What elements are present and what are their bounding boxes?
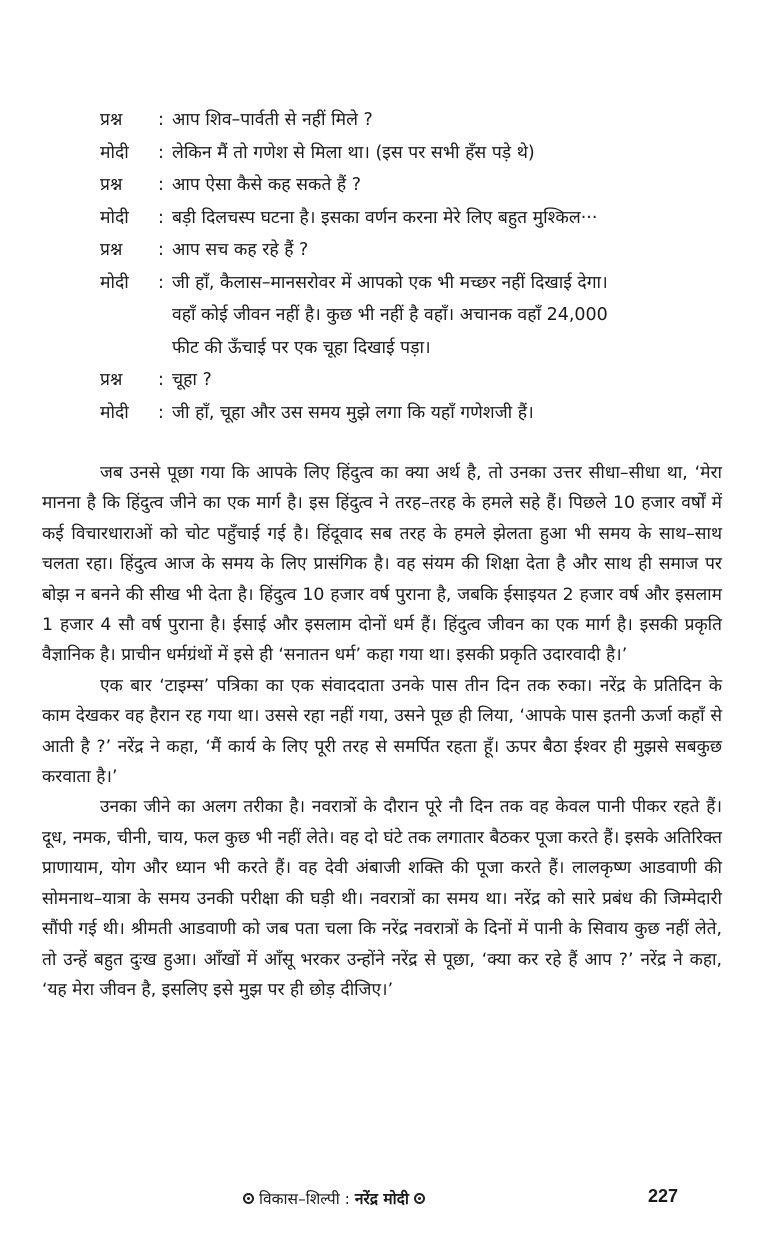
dialog-text-line: वहाँ कोई जीवन नहीं है। कुछ भी नहीं है वहाँ। अचानक वहाँ 24,000 bbox=[172, 305, 608, 325]
dialog-text-line: चूहा ? bbox=[172, 370, 212, 390]
dialog-text bbox=[172, 397, 720, 430]
dialog-line bbox=[100, 104, 720, 137]
speaker-separator: : bbox=[158, 175, 164, 195]
dialog-text-line: आप सच कह रहे हैं ? bbox=[172, 240, 309, 260]
speaker-separator: : bbox=[158, 240, 164, 260]
dialog-text bbox=[172, 169, 720, 202]
dialog-line bbox=[100, 397, 720, 430]
speaker-label: मोदी bbox=[100, 142, 129, 163]
dialog-text-line: आप शिव–पार्वती से नहीं मिले ? bbox=[172, 110, 373, 130]
dialog-text-line: जी हाँ, कैलास–मानसरोवर में आपको एक भी मच्छर नहीं दिखाई देगा। bbox=[172, 272, 608, 293]
dialog-line bbox=[100, 267, 720, 365]
speaker-separator: : bbox=[158, 402, 164, 423]
book-title-name: नरेंद्र मोदी bbox=[354, 1190, 409, 1208]
speaker-separator: : bbox=[158, 272, 164, 293]
dialog-text-line: फीट की ऊँचाई पर एक चूहा दिखाई पड़ा। bbox=[172, 337, 431, 358]
dialog-text bbox=[172, 364, 720, 397]
dialog-text bbox=[172, 104, 720, 137]
paragraph: एक बार ‘टाइम्स’ पत्रिका का एक संवाददाता उनके पास तीन दिन तक रुका। नरेंद्र के प्रतिदिन के काम देखकर वह हैरान रह गया था। उससे रहा नहीं गया, उसने पूछ ही लिया, ‘आपके पास इतनी ऊर्जा कहाँ से आती है ?’ नरेंद्र ने कहा, ‘मैं कार्य के लिए पूरी तरह से समर्पित रहता हूँ। ऊपर बैठा ईश्वर ही मुझसे सबकुछ करवाता है।’ bbox=[42, 675, 722, 788]
dialog-text-line: बड़ी दिलचस्प घटना है। इसका वर्णन करना मेरे लिए बहुत मुश्किल··· bbox=[172, 207, 598, 228]
dialog-text bbox=[172, 234, 720, 267]
dialog-line bbox=[100, 169, 720, 202]
running-footer-title bbox=[243, 1187, 425, 1209]
speaker-label: मोदी bbox=[100, 402, 129, 423]
speaker-separator: : bbox=[158, 370, 164, 390]
speaker-label: मोदी bbox=[100, 207, 129, 228]
paragraph: जब उनसे पूछा गया कि आपके लिए हिंदुत्व का क्या अर्थ है, तो उनका उत्तर सीधा–सीधा था, ‘मेरा मानना है कि हिंदुत्व जीने का एक मार्ग है। इस हिंदुत्व ने तरह–तरह के हमले सहे हैं। पिछले 10 हजार वर्षों में कई विचारधाराओं को चोट पहुँचाई गई है। हिंदूवाद सब तरह के हमले झेलता हुआ भी समय के साथ–साथ चलता रहा। हिंदुत्व आज के समय के लिए प्रासंगिक है। वह संयम की शिक्षा देता है और साथ ही समाज पर बोझ न बनने की सीख भी देता है। हिंदुत्व 10 हजार वर्ष पुराना है, जबकि ईसाइयत 2 हजार वर्ष और इसलाम 1 हजार 4 सौ वर्ष पुराना है। ईसाई और इसलाम दोनों धर्म हैं। हिंदुत्व जीवन का एक मार्ग है। इसकी प्रकृति वैज्ञानिक है। प्राचीन धर्मग्रंथों में इसे ही ‘सनातन धर्म’ कहा गया था। इसकी प्रकृति उदारवादी है।’ bbox=[42, 463, 722, 666]
dialog-text bbox=[172, 137, 720, 170]
paragraph: उनका जीने का अलग तरीका है। नवरात्रों के दौरान पूरे नौ दिन तक वह केवल पानी पीकर रहते हैं। दूध, नमक, चीनी, चाय, फल कुछ भी नहीं लेते। वह दो घंटे तक लगातार बैठकर पूजा करते हैं। इसके अतिरिक्त प्राणायाम, योग और ध्यान भी करते हैं। वह देवी अंबाजी शक्ति की पूजा करते हैं। लालकृष्ण आडवाणी की सोमनाथ–यात्रा के समय उनकी परीक्षा की घड़ी थी। नवरात्रों का समय था। नरेंद्र को सारे प्रबंध की जिम्मेदारी सौंपी गई थी। श्रीमती आडवाणी को जब पता चला कि नरेंद्र नवरात्रों के दिनों में पानी के सिवाय कुछ नहीं लेते, तो उन्हें बहुत दुःख हुआ। आँखों में आँसू भरकर उन्होंने नरेंद्र से पूछा, ‘क्या कर रहे हैं आप ?’ नरेंद्र ने कहा, ‘यह मेरा जीवन है, इसलिए इसे मुझ पर ही छोड़ दीजिए।’ bbox=[42, 797, 722, 1000]
dialog-line bbox=[100, 202, 720, 235]
circle-ornament-icon bbox=[243, 1193, 254, 1204]
dialog-text-line: आप ऐसा कैसे कह सकते हैं ? bbox=[172, 175, 362, 195]
dialog-line bbox=[100, 234, 720, 267]
interview-dialog bbox=[100, 104, 720, 429]
dialog-line bbox=[100, 137, 720, 170]
speaker-separator: : bbox=[158, 207, 164, 228]
dialog-text-line: लेकिन मैं तो गणेश से मिला था। (इस पर सभी हँस पड़े थे) bbox=[172, 142, 535, 163]
book-title-prefix: विकास–शिल्पी : bbox=[258, 1190, 350, 1208]
dialog-text bbox=[172, 267, 720, 365]
speaker-label: मोदी bbox=[100, 272, 129, 293]
page-footer bbox=[0, 1185, 777, 1215]
speaker-label: प्रश्न bbox=[100, 110, 123, 130]
dialog-text bbox=[172, 202, 720, 235]
page-number: 227 bbox=[648, 1186, 679, 1206]
speaker-separator: : bbox=[158, 110, 164, 130]
body-text bbox=[42, 458, 722, 1005]
speaker-label: प्रश्न bbox=[100, 175, 123, 195]
speaker-separator: : bbox=[158, 142, 164, 163]
circle-ornament-icon bbox=[414, 1193, 425, 1204]
speaker-label: प्रश्न bbox=[100, 240, 123, 260]
dialog-line bbox=[100, 364, 720, 397]
dialog-text-line: जी हाँ, चूहा और उस समय मुझे लगा कि यहाँ गणेशजी हैं। bbox=[172, 402, 534, 423]
speaker-label: प्रश्न bbox=[100, 370, 123, 390]
